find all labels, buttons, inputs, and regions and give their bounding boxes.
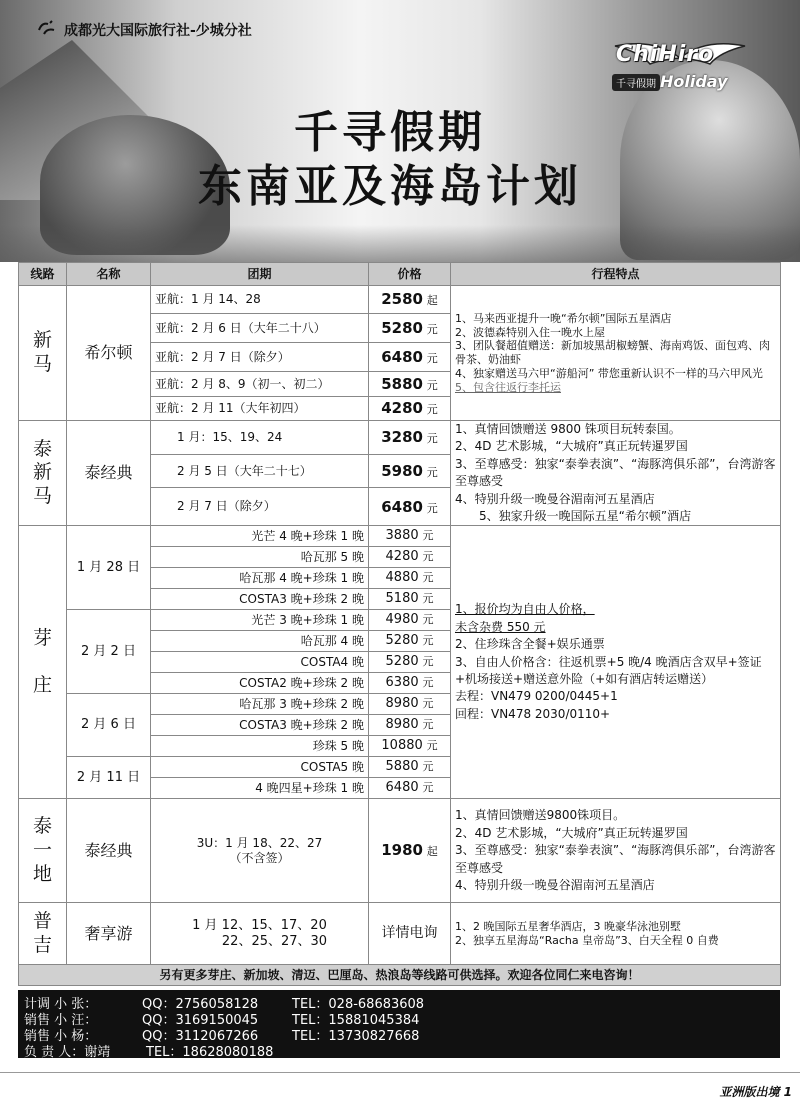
route-puji: 普 吉 [19, 903, 67, 965]
group-date: 1 月 28 日 [67, 526, 151, 610]
price-cell: 5880 元 [369, 757, 451, 778]
price-cell: 5980 元 [369, 454, 451, 488]
product-name: 泰经典 [67, 421, 151, 526]
price-cell: 8980 元 [369, 694, 451, 715]
hotel-combo: 珍珠 5 晚 [151, 736, 369, 757]
tour-date: 1 月 12、15、17、20 22、25、27、30 [151, 903, 369, 965]
hotel-combo: COSTA4 晚 [151, 652, 369, 673]
tour-date: 1 月：15、19、24 [151, 421, 369, 455]
tour-date: 2 月 5 日（大年二十七） [151, 454, 369, 488]
header-date: 团期 [151, 263, 369, 286]
table-row [19, 965, 781, 986]
price-cell: 详情电询 [369, 903, 451, 965]
ground-shade [0, 225, 800, 262]
tour-date: 亚航：1 月 14、28 [151, 286, 369, 314]
contact-row: 计调 小 张： QQ：2756058128 TEL：028-68683608 [24, 997, 425, 1012]
features-taixinma: 1、真情回馈赠送 9800 铢项目玩转泰国。 2、4D 艺术影城，“大城府”真正玩转暹罗国 3、至尊感受：独家“泰拳表演”、“海豚湾俱乐部”，台湾游客至尊感受 4、特别升级一晚曼谷湄南河五星酒店 5、独家升级一晚国际五星“希尔顿”酒店 [451, 421, 781, 526]
price-cell: 4980 元 [369, 610, 451, 631]
price-cell: 5280 元 [369, 314, 451, 343]
header-route: 线路 [19, 263, 67, 286]
brand-cn: 千寻假期 [612, 74, 660, 91]
product-name: 泰经典 [67, 799, 151, 903]
route-taixinma: 泰 新 马 [19, 421, 67, 526]
hotel-combo: COSTA3 晚+珍珠 2 晚 [151, 715, 369, 736]
price-cell: 6480 元 [369, 343, 451, 372]
group-date: 2 月 11 日 [67, 757, 151, 799]
brand-sub: Holiday [660, 72, 728, 91]
price-cell: 5280 元 [369, 631, 451, 652]
price-cell: 6380 元 [369, 673, 451, 694]
features-puji: 1、2 晚国际五星奢华酒店，3 晚豪华泳池别墅 2、独享五星海岛“Racha 皇帝岛”3、白天全程 0 自费 [451, 903, 781, 965]
table-row [19, 286, 781, 314]
tour-date: 亚航：2 月 8、9（初一、初二） [151, 372, 369, 397]
table-row [19, 799, 781, 903]
price-cell: 5880 元 [369, 372, 451, 397]
hotel-combo: COSTA5 晚 [151, 757, 369, 778]
page-footer [0, 1072, 800, 1101]
price-cell: 5280 元 [369, 652, 451, 673]
header-name: 名称 [67, 263, 151, 286]
company-name-text: 成都光大国际旅行社-少城分社 [64, 23, 252, 39]
company-name [36, 20, 252, 40]
features-yazhuang: 1、报价均为自由人价格， 未含杂费 550 元 2、住珍珠含全餐+娱乐通票 3、自由人价格含：往返机票+5 晚/4 晚酒店含双早+签证+机场接送+赠送意外险（+如有酒店转运赠送） 去程：VN479 0200/0445+1 回程：VN478 2030/0110+ [451, 526, 781, 799]
tour-date: 3U：1 月 18、22、27 （不含签） [151, 799, 369, 903]
tour-date: 亚航：2 月 7 日（除夕） [151, 343, 369, 372]
price-cell: 5180 元 [369, 589, 451, 610]
hotel-combo: 光芒 4 晚+珍珠 1 晚 [151, 526, 369, 547]
price-cell: 4280 元 [369, 397, 451, 421]
contact-row: 销售 小 汪： QQ：3169150045 TEL：15881045384 [24, 1013, 420, 1028]
price-cell: 2580 起 [369, 286, 451, 314]
group-date: 2 月 6 日 [67, 694, 151, 757]
tour-date: 亚航：2 月 6 日（大年二十八） [151, 314, 369, 343]
contacts-panel [18, 990, 780, 1058]
header-price: 价格 [369, 263, 451, 286]
company-logo-icon [36, 20, 58, 38]
group-date: 2 月 2 日 [67, 610, 151, 694]
price-cell: 6480 元 [369, 778, 451, 799]
hotel-combo: COSTA3 晚+珍珠 2 晚 [151, 589, 369, 610]
hotel-combo: 哈瓦那 4 晚 [151, 631, 369, 652]
page-title: 千寻假期 [294, 107, 486, 158]
contact-row: 负 责 人：谢靖 TEL：18628080188 [24, 1045, 274, 1060]
footer-text: 亚洲版出境 1 [719, 1085, 792, 1099]
hotel-combo: 哈瓦那 3 晚+珍珠 2 晚 [151, 694, 369, 715]
brand-name: ChiHiro [616, 42, 715, 67]
table-row [19, 526, 781, 547]
hotel-combo: 哈瓦那 4 晚+珍珠 1 晚 [151, 568, 369, 589]
hotel-combo: 光芒 3 晚+珍珠 1 晚 [151, 610, 369, 631]
product-name: 奢享游 [67, 903, 151, 965]
route-xinma: 新 马 [19, 286, 67, 421]
hotel-combo: 4 晚四星+珍珠 1 晚 [151, 778, 369, 799]
price-cell: 3280 元 [369, 421, 451, 455]
product-name: 希尔顿 [67, 286, 151, 421]
price-cell: 10880 元 [369, 736, 451, 757]
table-header-row [19, 263, 781, 286]
itinerary-table [18, 262, 781, 986]
route-taiyidi: 泰 一 地 [19, 799, 67, 903]
hotel-combo: 哈瓦那 5 晚 [151, 547, 369, 568]
price-cell: 4280 元 [369, 547, 451, 568]
features-xinma: 1、马来西亚提升一晚“希尔顿”国际五星酒店 2、波德森特别入住一晚水上屋 3、团队餐超值赠送：新加坡黑胡椒螃蟹、海南鸡饭、面包鸡、肉骨茶、奶油虾 4、独家赠送马六甲“游船河” 带您重新认识不一样的马六甲风光 5、包含往返行李托运 [451, 286, 781, 421]
price-cell: 8980 元 [369, 715, 451, 736]
tour-date: 2 月 7 日（除夕） [151, 488, 369, 526]
table-row [19, 421, 781, 455]
price-cell: 1980 起 [369, 799, 451, 903]
route-yazhuang: 芽 庄 [19, 526, 67, 799]
price-cell: 4880 元 [369, 568, 451, 589]
header-features: 行程特点 [451, 263, 781, 286]
page-subtitle: 东南亚及海岛计划 [198, 161, 582, 212]
price-cell: 6480 元 [369, 488, 451, 526]
table-row [19, 903, 781, 965]
features-taiyidi: 1、真情回馈赠送9800铢项目。 2、4D 艺术影城，“大城府”真正玩转暹罗国 3、至尊感受：独家“泰拳表演”、“海豚湾俱乐部”，台湾游客至尊感受 4、特别升级一晚曼谷湄南河五星酒店 [451, 799, 781, 903]
tour-date: 亚航：2 月 11（大年初四） [151, 397, 369, 421]
price-cell: 3880 元 [369, 526, 451, 547]
hotel-combo: COSTA2 晚+珍珠 2 晚 [151, 673, 369, 694]
more-routes-note: 另有更多芽庄、新加坡、清迈、巴厘岛、热浪岛等线路可供选择。欢迎各位同仁来电咨询！ [19, 965, 781, 986]
contact-row: 销售 小 杨： QQ：3112067266 TEL：13730827668 [24, 1029, 420, 1044]
